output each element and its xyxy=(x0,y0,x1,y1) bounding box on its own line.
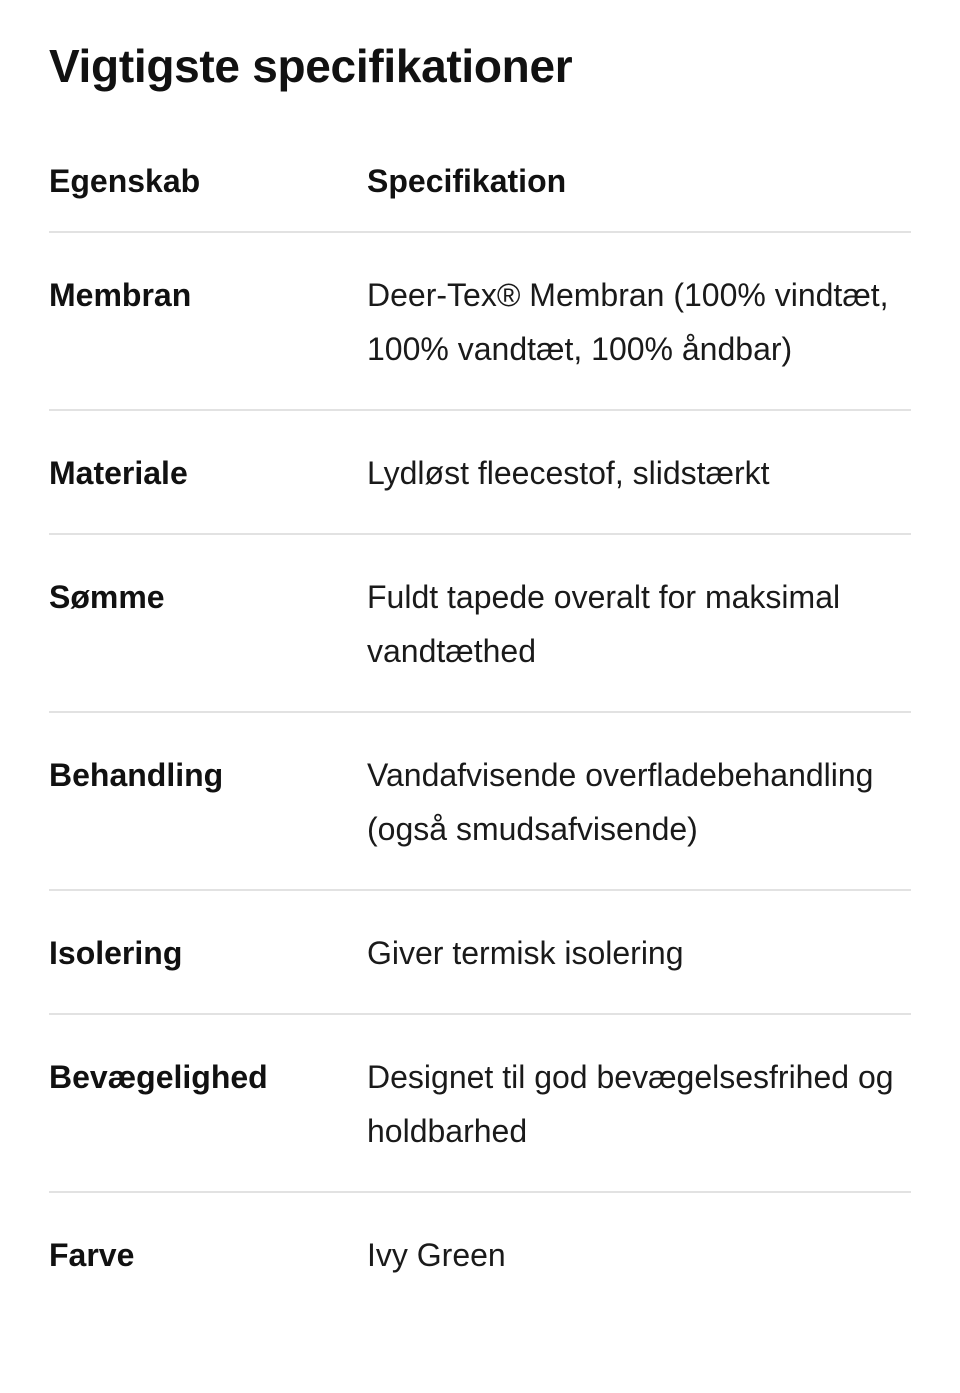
header-property: Egenskab xyxy=(49,154,367,232)
row-property: Behandling xyxy=(49,712,367,890)
row-value: Giver termisk isolering xyxy=(367,890,911,1014)
row-property: Materiale xyxy=(49,410,367,534)
row-value: Deer-Tex® Membran (100% vindtæt, 100% vandtæt, 100% åndbar) xyxy=(367,232,911,410)
row-value: Designet til god bevægelsesfrihed og holdbarhed xyxy=(367,1014,911,1192)
header-specification: Specifikation xyxy=(367,154,911,232)
row-property: Isolering xyxy=(49,890,367,1014)
table-row xyxy=(49,534,911,712)
row-value: Fuldt tapede overalt for maksimal vandtæthed xyxy=(367,534,911,712)
row-property: Sømme xyxy=(49,534,367,712)
spec-table xyxy=(49,154,911,1315)
table-row xyxy=(49,1014,911,1192)
table-row xyxy=(49,410,911,534)
table-header-row xyxy=(49,154,911,232)
row-property: Membran xyxy=(49,232,367,410)
row-value: Lydløst fleecestof, slidstærkt xyxy=(367,410,911,534)
table-row xyxy=(49,1192,911,1315)
table-row xyxy=(49,890,911,1014)
table-row xyxy=(49,232,911,410)
table-row xyxy=(49,712,911,890)
page-title: Vigtigste specifikationer xyxy=(49,40,573,92)
row-property: Bevægelighed xyxy=(49,1014,367,1192)
row-value: Ivy Green xyxy=(367,1237,506,1273)
row-property: Farve xyxy=(49,1237,135,1273)
row-value: Vandafvisende overfladebehandling (også smudsafvisende) xyxy=(367,712,911,890)
